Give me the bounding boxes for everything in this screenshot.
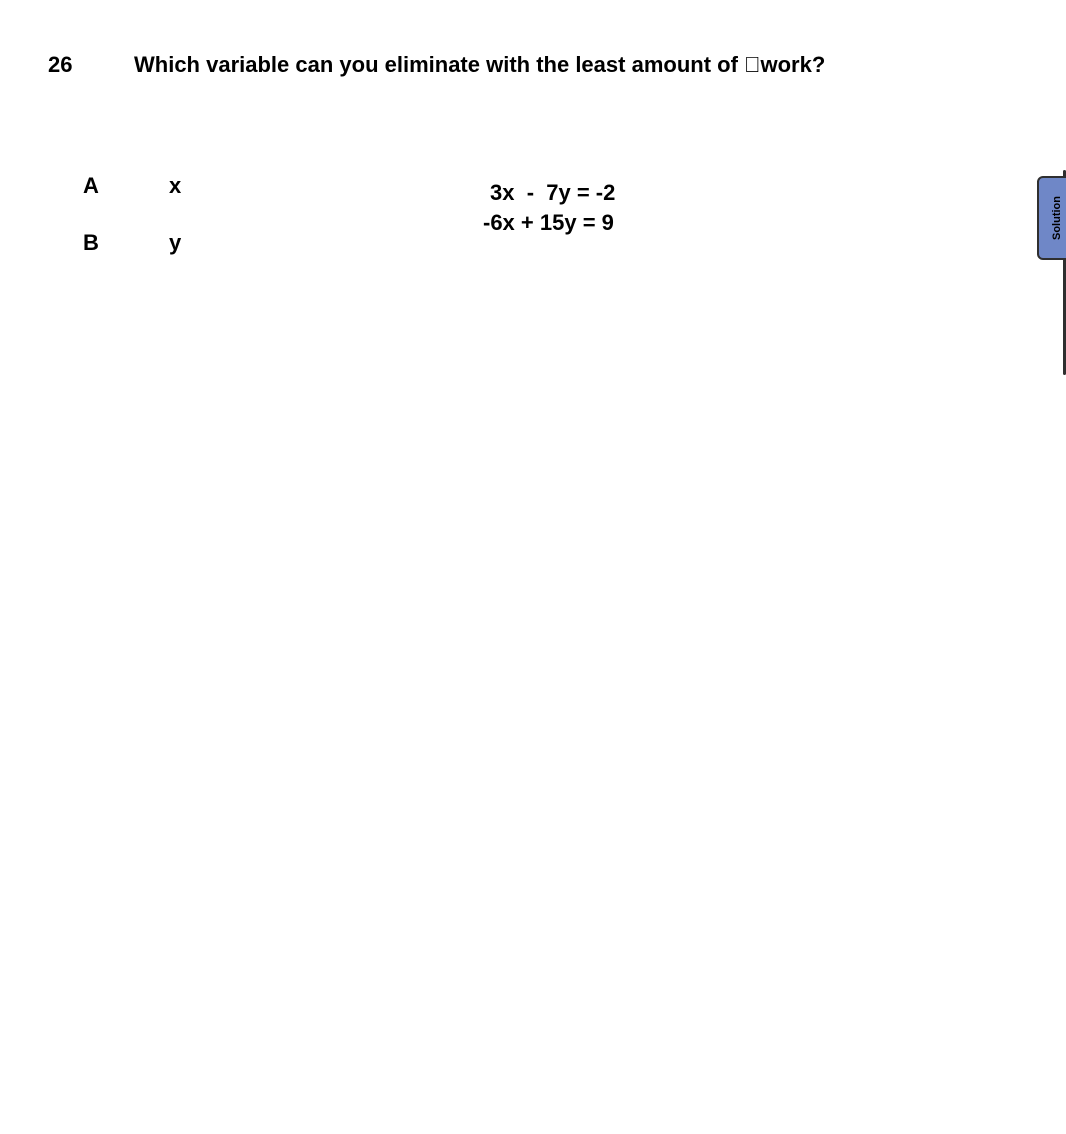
question-number: 26 [48,52,73,77]
solution-tab-label: Solution [1051,196,1063,240]
equation-2: -6x + 15y = 9 [483,210,614,235]
solution-tab[interactable] [1037,176,1066,260]
equation-1: 3x - 7y = -2 [490,180,616,205]
question-text: Which variable can you eliminate with the least amount of work? [134,52,809,77]
choice-value: y [169,230,182,255]
choice-value: x [169,173,182,198]
choice-a[interactable] [83,173,203,199]
choice-b[interactable] [83,230,203,256]
choice-letter: A [83,173,99,198]
choice-letter: B [83,230,99,255]
